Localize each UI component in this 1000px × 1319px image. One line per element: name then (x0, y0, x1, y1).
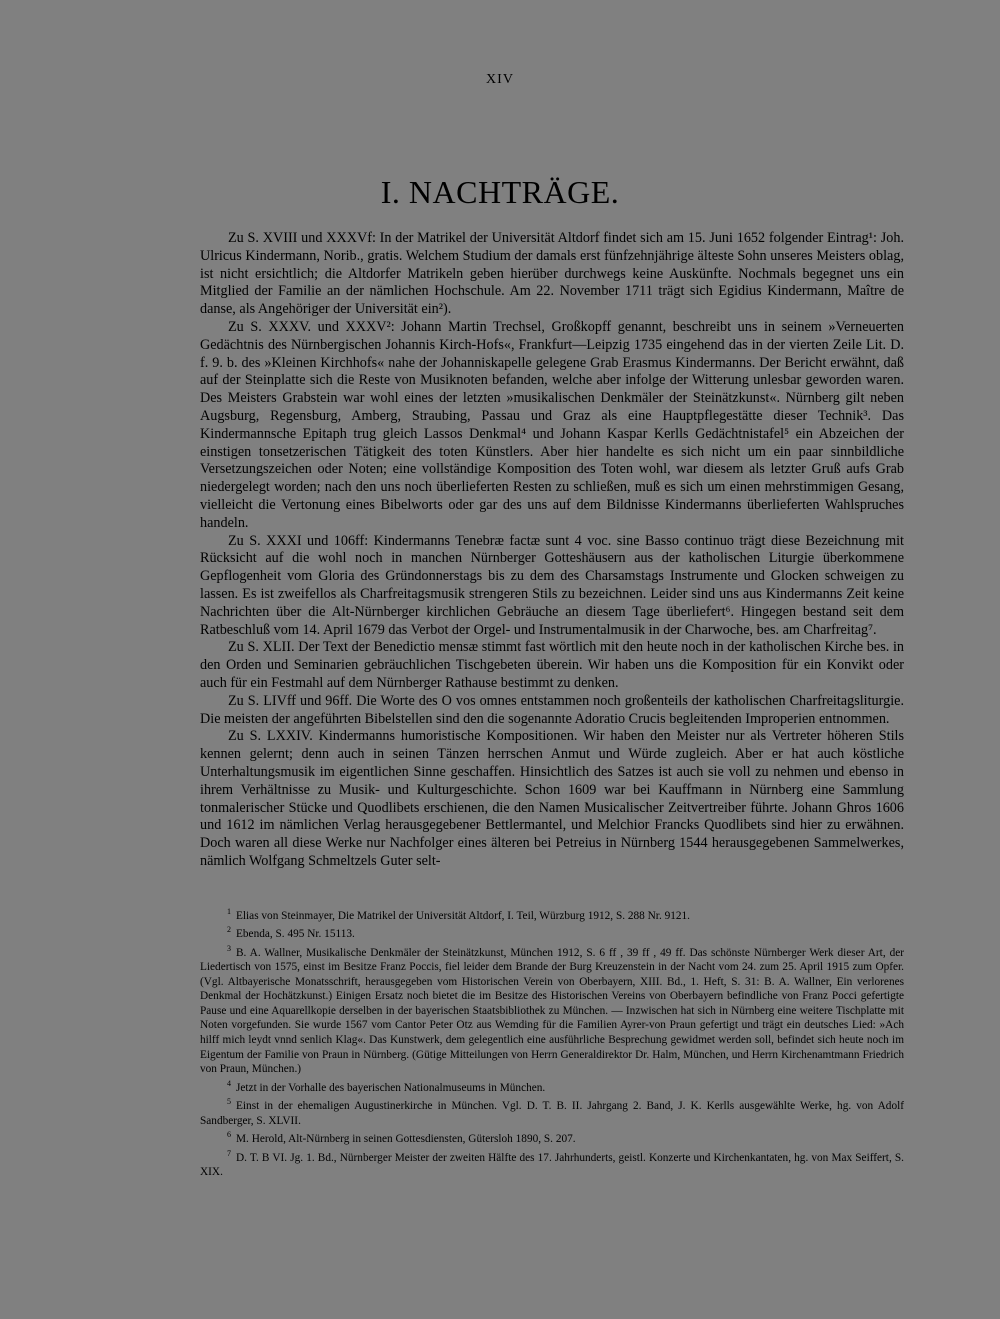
footnote-text: Jetzt in der Vorhalle des bayerischen Nationalmuseums in München. (236, 1081, 546, 1094)
footnote-mark: 1 (227, 907, 231, 916)
footnote-text: D. T. B VI. Jg. 1. Bd., Nürnberger Meister der zweiten Hälfte des 17. Jahrhunderts, geistl. Konzerte und Kirchenkantaten, hg. von Max Seiffert, S. XIX. (200, 1151, 904, 1178)
paragraph: Zu S. LIVff und 96ff. Die Worte des O vos omnes entstammen noch großenteils der katholischen Charfreitagsliturgie. Die meisten der angeführten Bibelstellen sind den die sogenannte Adoratio Crucis begleitenden Improperien entnommen. (200, 692, 904, 727)
footnote-mark: 3 (227, 943, 231, 953)
footnote (200, 1077, 904, 1095)
footnote (200, 923, 904, 941)
footnote (200, 1128, 904, 1146)
footnote-mark: 4 (227, 1078, 231, 1088)
paragraph: Zu S. XXXI und 106ff: Kindermanns Tenebræ factæ sunt 4 voc. sine Basso continuo trägt diese Bezeichnung mit Rücksicht auf die wohl noch in manchen Nürnberger Gotteshäusern aus der katholischen Liturgie überkommene Gepflogenheit vom Gloria des Gründonnerstags bis zu dem des Charsamstags Instrumente und Glocken schweigen zu lassen. Es ist zweifellos als Charfreitagsmusik strengeren Stils zu bezeichnen. Leider sind uns aus Kindermanns Zeit keine Nachrichten über die Alt-Nürnberger kirchlichen Gebräuche an diesem Tage überliefert⁶. Hingegen bestand seit dem Ratbeschluß vom 14. April 1679 das Verbot der Orgel- und Instrumentalmusik in der Charwoche, bes. am Charfreitag⁷. (200, 532, 904, 638)
page-number: XIV (486, 72, 514, 87)
page-heading: I. NACHTRÄGE. (380, 174, 620, 210)
footnote-text: M. Herold, Alt-Nürnberg in seinen Gottesdiensten, Gütersloh 1890, S. 207. (236, 1132, 576, 1145)
footnotes (200, 905, 904, 1179)
footnote-text: Elias von Steinmayer, Die Matrikel der Universität Altdorf, I. Teil, Würzburg 1912, S. 288 Nr. 9121. (236, 909, 691, 922)
footnote-mark: 7 (227, 1148, 231, 1158)
footnote (200, 1095, 904, 1128)
footnote-mark: 6 (227, 1130, 231, 1140)
footnote (200, 905, 904, 923)
footnote-text: B. A. Wallner, Musikalische Denkmäler der Steinätzkunst, München 1912, S. 6 ff , 39 ff , 49 ff. Das schönste Nürnberger Werk dieser Art, der Liedertisch von 1575, einst im Besitze Franz Poccis, fiel leider dem Brande der Burg Kreuzenstein in der Nacht vom 24. zum 25. April 1915 zum Opfer. (Vgl. Altbayerische Monatsschrift, herausgegeben vom Historischen Verein von Oberbayern, XIII. Bd., 1. Heft, S. 31: B. A. Wallner, Ein verlorenes Denkmal der Hochätzkunst.) Einigen Ersatz noch bietet die im Besitze des Historischen Vereins von Oberbayern befindliche von Franz Pocci gefertigte Pause und eine Aquarellkopie derselben in der bayerischen Staatsbibliothek zu München. — Inzwischen hat sich in Nürnberg eine weitere Tischplatte mit Noten vorgefunden. Sie wurde 1567 vom Cantor Peter Otz aus Wemding für die Familien Ayrer-von Praun gefertigt und trägt ein deutsches Lied: »Ach hilff mich leydt vnnd senlich Klag«. Das Kunstwerk, dem gelegentlich eine ausführliche Besprechung gewidmet werden soll, befindet sich heute noch im Eigentum der Familie von Praun in Nürnberg. (Gütige Mitteilungen von Herrn Generaldirektor Dr. Halm, München, und Herrn Kirchenamtmann Friedrich von Praun, München.) (200, 946, 904, 1076)
paragraph: Zu S. XLII. Der Text der Benedictio mensæ stimmt fast wörtlich mit den heute noch in der katholischen Kirche bes. in den Orden und Seminarien gebräuchlichen Tischgebeten überein. Wir haben uns die Komposition für ein Konvikt oder auch für ein Festmahl auf dem Nürnberger Rathause bestimmt zu denken. (200, 639, 904, 691)
main-text (200, 230, 904, 871)
footnote-text: Ebenda, S. 495 Nr. 15113. (236, 928, 355, 941)
footnote-mark: 2 (227, 925, 231, 935)
footnote-mark: 5 (227, 1097, 231, 1107)
paragraph: Zu S. XXXV. und XXXV²: Johann Martin Trechsel, Großkopff genannt, beschreibt uns in seinem »Verneuerten Gedächtnis des Nürnbergischen Johannis Kirch-Hofs«, Frankfurt—Leipzig 1735 eingehend das in der vierten Zeile Lit. D. f. 9. b. des »Kleinen Kirchhofs« nahe der Johanniskapelle gelegene Grab Erasmus Kindermanns. Der Bericht erwähnt, daß auf der Steinplatte sich die Reste von Musiknoten befanden, welche aber infolge der Witterung unlesbar geworden waren. Des Meisters Grabstein war wohl eines der letzten »musikalischen Denkmäler der Steinätzkunst«. Nürnberg gilt neben Augsburg, Regensburg, Amberg, Straubing, Passau und Graz als eine Hauptpflegestätte dieser Technik³. Das Kindermannsche Epitaph trug gleich Lassos Denkmal⁴ und Johann Kaspar Kerlls Gedächtnistafel⁵ ein Abzeichen der einstigen tonsetzerischen Tätigkeit des toten Künstlers. Aber hier handelte es sich nicht um ein paar sinnbildliche Versetzungszeichen oder Noten; eine vollständige Komposition des Toten wohl, war diesem als letzter Gruß aufs Grab niedergelegt worden; nach den uns noch überlieferten Resten zu schließen, muß es sich um einen mehrstimmigen Gesang, vielleicht die Vertonung eines Bibelworts oder gar des uns auf dem Bildnisse Kindermanns überlieferten Wahlspruches handeln. (200, 318, 904, 531)
footnote-text: Einst in der ehemaligen Augustinerkirche in München. Vgl. D. T. B. II. Jahrgang 2. Band, J. K. Kerlls ausgewählte Werke, hg. von Adolf Sandberger, S. XLVII. (200, 1099, 904, 1127)
footnote (200, 942, 904, 1077)
footnote (200, 1147, 904, 1180)
paragraph: Zu S. LXXIV. Kindermanns humoristische Kompositionen. Wir haben den Meister nur als Vertreter höheren Stils kennen gelernt; denn auch in seinen Tänzen herrschen Anmut und Würde zugleich. Aber er hat auch köstliche Unterhaltungsmusik im eigentlichen Sinne geschaffen. Hinsichtlich des Satzes ist auch sie voll zu nehmen und ebenso in ihrem Verhältnisse zu Musik- und Kulturgeschichte. Schon 1609 war bei Kauffmann in Nürnberg eine Sammlung tonmalerischer Stücke und Quodlibets erschienen, die den Namen Musicalischer Zeitvertreiber führte. Johann Ghros 1606 und 1612 im nämlichen Verlag herausgegebener Bettlermantel, und Melchior Francks Quodlibets sind hier zu erwähnen. Doch waren all diese Werke nur Nachfolger eines älteren bei Petreius in Nürnberg 1544 herausgegebenen Sammelwerkes, nämlich Wolfgang Schmeltzels Guter selt- (200, 728, 904, 869)
paragraph: Zu S. XVIII und XXXVf: In der Matrikel der Universität Altdorf findet sich am 15. Juni 1652 folgender Eintrag¹: Joh. Ulricus Kindermann, Norib., gratis. Welchem Studium der damals erst fünfzehnjährige älteste Sohn unseres Meisters oblag, ist nicht ersichtlich; die Altdorfer Matrikeln geben hierüber durchwegs keine Auskünfte. Nochmals begegnet uns ein Mitglied der Familie an der nämlichen Hochschule. Am 22. November 1711 trägt sich Egidius Kindermann, Maître de danse, als Angehöriger der Universität ein²). (200, 230, 904, 318)
